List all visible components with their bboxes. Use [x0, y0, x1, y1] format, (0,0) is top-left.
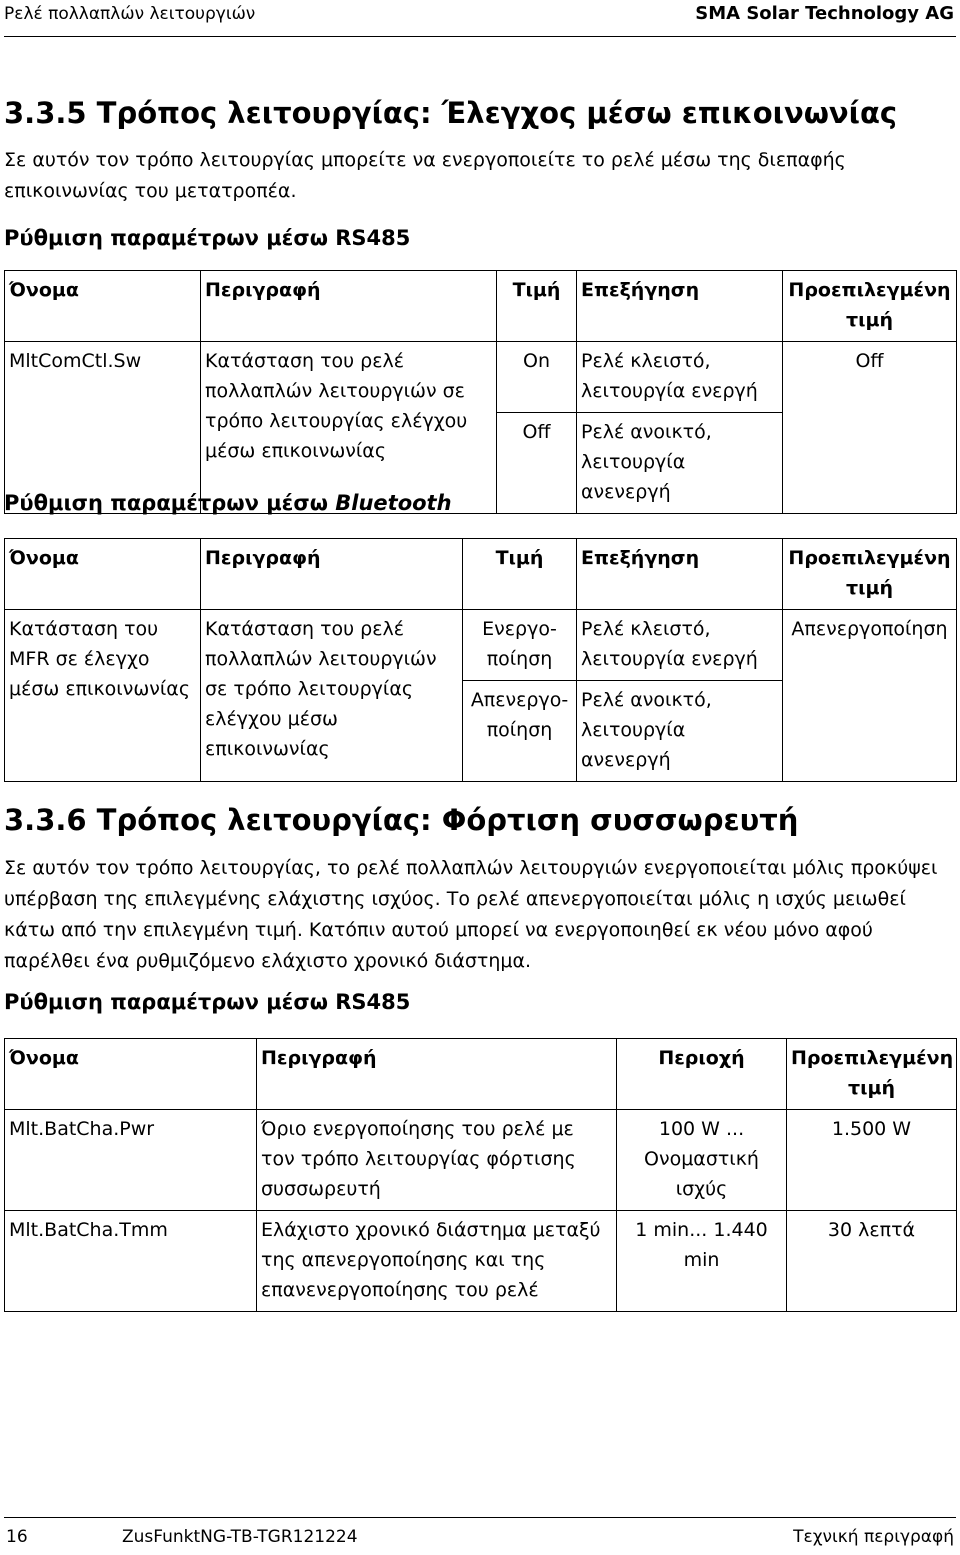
bluetooth-parameter-table-335 [4, 538, 957, 782]
section-335-rs485-heading: Ρύθμιση παραμέτρων μέσω RS485 [4, 226, 411, 250]
section-335-bluetooth-heading [4, 491, 452, 515]
col-header-default: Προεπιλεγμένη τιμή [787, 1039, 957, 1110]
param-explanation-off: Ρελέ ανοικτό, λειτουργία ανενεργή [577, 413, 783, 514]
param-range: 1 min... 1.440 min [617, 1211, 787, 1312]
col-header-default: Προεπιλεγμένη τιμή [783, 271, 957, 342]
param-description: Όριο ενεργοποίησης του ρελέ με τον τρόπο λειτουργίας φόρτισης συσσωρευτή [257, 1110, 617, 1211]
param-default: Off [783, 342, 957, 514]
section-335-title: 3.3.5 Τρόπος λειτουργίας: Έλεγχος μέσω επικοινωνίας [4, 96, 898, 130]
document-id: ZusFunktNG-TB-TGR121224 [122, 1527, 358, 1547]
table-row [5, 1110, 957, 1211]
table-header-row [5, 539, 957, 610]
col-header-name: Όνομα [5, 539, 201, 610]
page-number: 16 [6, 1527, 28, 1547]
rs485-parameter-table-335 [4, 270, 957, 514]
param-description: Ελάχιστο χρονικό διάστημα μεταξύ της απενεργοποίησης και της επανενεργοποίησης του ρελέ [257, 1211, 617, 1312]
section-336-rs485-heading: Ρύθμιση παραμέτρων μέσω RS485 [4, 990, 411, 1014]
param-default: 30 λεπτά [787, 1211, 957, 1312]
section-336-title: 3.3.6 Τρόπος λειτουργίας: Φόρτιση συσσωρευτή [4, 803, 799, 837]
document-type: Τεχνική περιγραφή [793, 1527, 954, 1547]
param-name: MltComCtl.Sw [5, 342, 201, 514]
param-default: Απενεργοποίηση [783, 610, 957, 782]
param-name: Κατάσταση του MFR σε έλεγχο μέσω επικοινωνίας [5, 610, 201, 782]
param-explanation-enable: Ρελέ κλειστό, λειτουργία ενεργή [577, 610, 783, 681]
bluetooth-heading-prefix: Ρύθμιση παραμέτρων μέσω [4, 491, 336, 515]
col-header-explanation: Επεξήγηση [577, 271, 783, 342]
col-header-description: Περιγραφή [201, 539, 463, 610]
table-row [5, 610, 957, 681]
col-header-name: Όνομα [5, 1039, 257, 1110]
param-name: Mlt.BatCha.Pwr [5, 1110, 257, 1211]
running-header-title: Ρελέ πολλαπλών λειτουργιών [4, 4, 256, 24]
param-value-disable: Απενεργο-ποίηση [463, 681, 577, 782]
param-default: 1.500 W [787, 1110, 957, 1211]
table-row [5, 1211, 957, 1312]
table-header-row [5, 1039, 957, 1110]
param-description: Κατάσταση του ρελέ πολλαπλών λειτουργιών σε τρόπο λειτουργίας ελέγχου μέσω επικοινωνίας [201, 342, 497, 514]
param-value-enable: Ενεργο-ποίηση [463, 610, 577, 681]
col-header-name: Όνομα [5, 271, 201, 342]
param-name: Mlt.BatCha.Tmm [5, 1211, 257, 1312]
table-row [5, 342, 957, 413]
param-explanation-on: Ρελέ κλειστό, λειτουργία ενεργή [577, 342, 783, 413]
col-header-default: Προεπιλεγμένη τιμή [783, 539, 957, 610]
bluetooth-heading-italic: Bluetooth [335, 491, 452, 515]
col-header-value: Τιμή [497, 271, 577, 342]
running-header-company: SMA Solar Technology AG [695, 3, 954, 24]
param-value-off: Off [497, 413, 577, 514]
section-335-intro: Σε αυτόν τον τρόπο λειτουργίας μπορείτε να ενεργοποιείτε το ρελέ μέσω της διεπαφής επικοινωνίας του μετατροπέα. [4, 149, 846, 202]
col-header-range: Περιοχή [617, 1039, 787, 1110]
param-value-on: On [497, 342, 577, 413]
param-description: Κατάσταση του ρελέ πολλαπλών λειτουργιών σε τρόπο λειτουργίας ελέγχου μέσω επικοινωνίας [201, 610, 463, 782]
param-explanation-disable: Ρελέ ανοικτό, λειτουργία ανενεργή [577, 681, 783, 782]
rs485-parameter-table-336 [4, 1038, 957, 1312]
col-header-description: Περιγραφή [257, 1039, 617, 1110]
header-rule [4, 36, 956, 37]
section-336-intro: Σε αυτόν τον τρόπο λειτουργίας, το ρελέ πολλαπλών λειτουργιών ενεργοποιείται μόλις προκύψει υπέρβαση της επιλεγμένης ελάχιστης ισχύος. Το ρελέ απενεργοποιείται μόλις η ισχύς μειωθεί κάτω από την επιλεγμένη τιμή. Κατόπιν αυτού μπορεί να ενεργοποιηθεί εκ νέου μόνο αφού παρέλθει ένα ρυθμιζόμενο ελάχιστο χρονικό διάστημα. [4, 857, 938, 972]
col-header-value: Τιμή [463, 539, 577, 610]
col-header-description: Περιγραφή [201, 271, 497, 342]
param-range: 100 W ... Ονομαστική ισχύς [617, 1110, 787, 1211]
col-header-explanation: Επεξήγηση [577, 539, 783, 610]
footer-rule [4, 1517, 956, 1518]
table-header-row [5, 271, 957, 342]
